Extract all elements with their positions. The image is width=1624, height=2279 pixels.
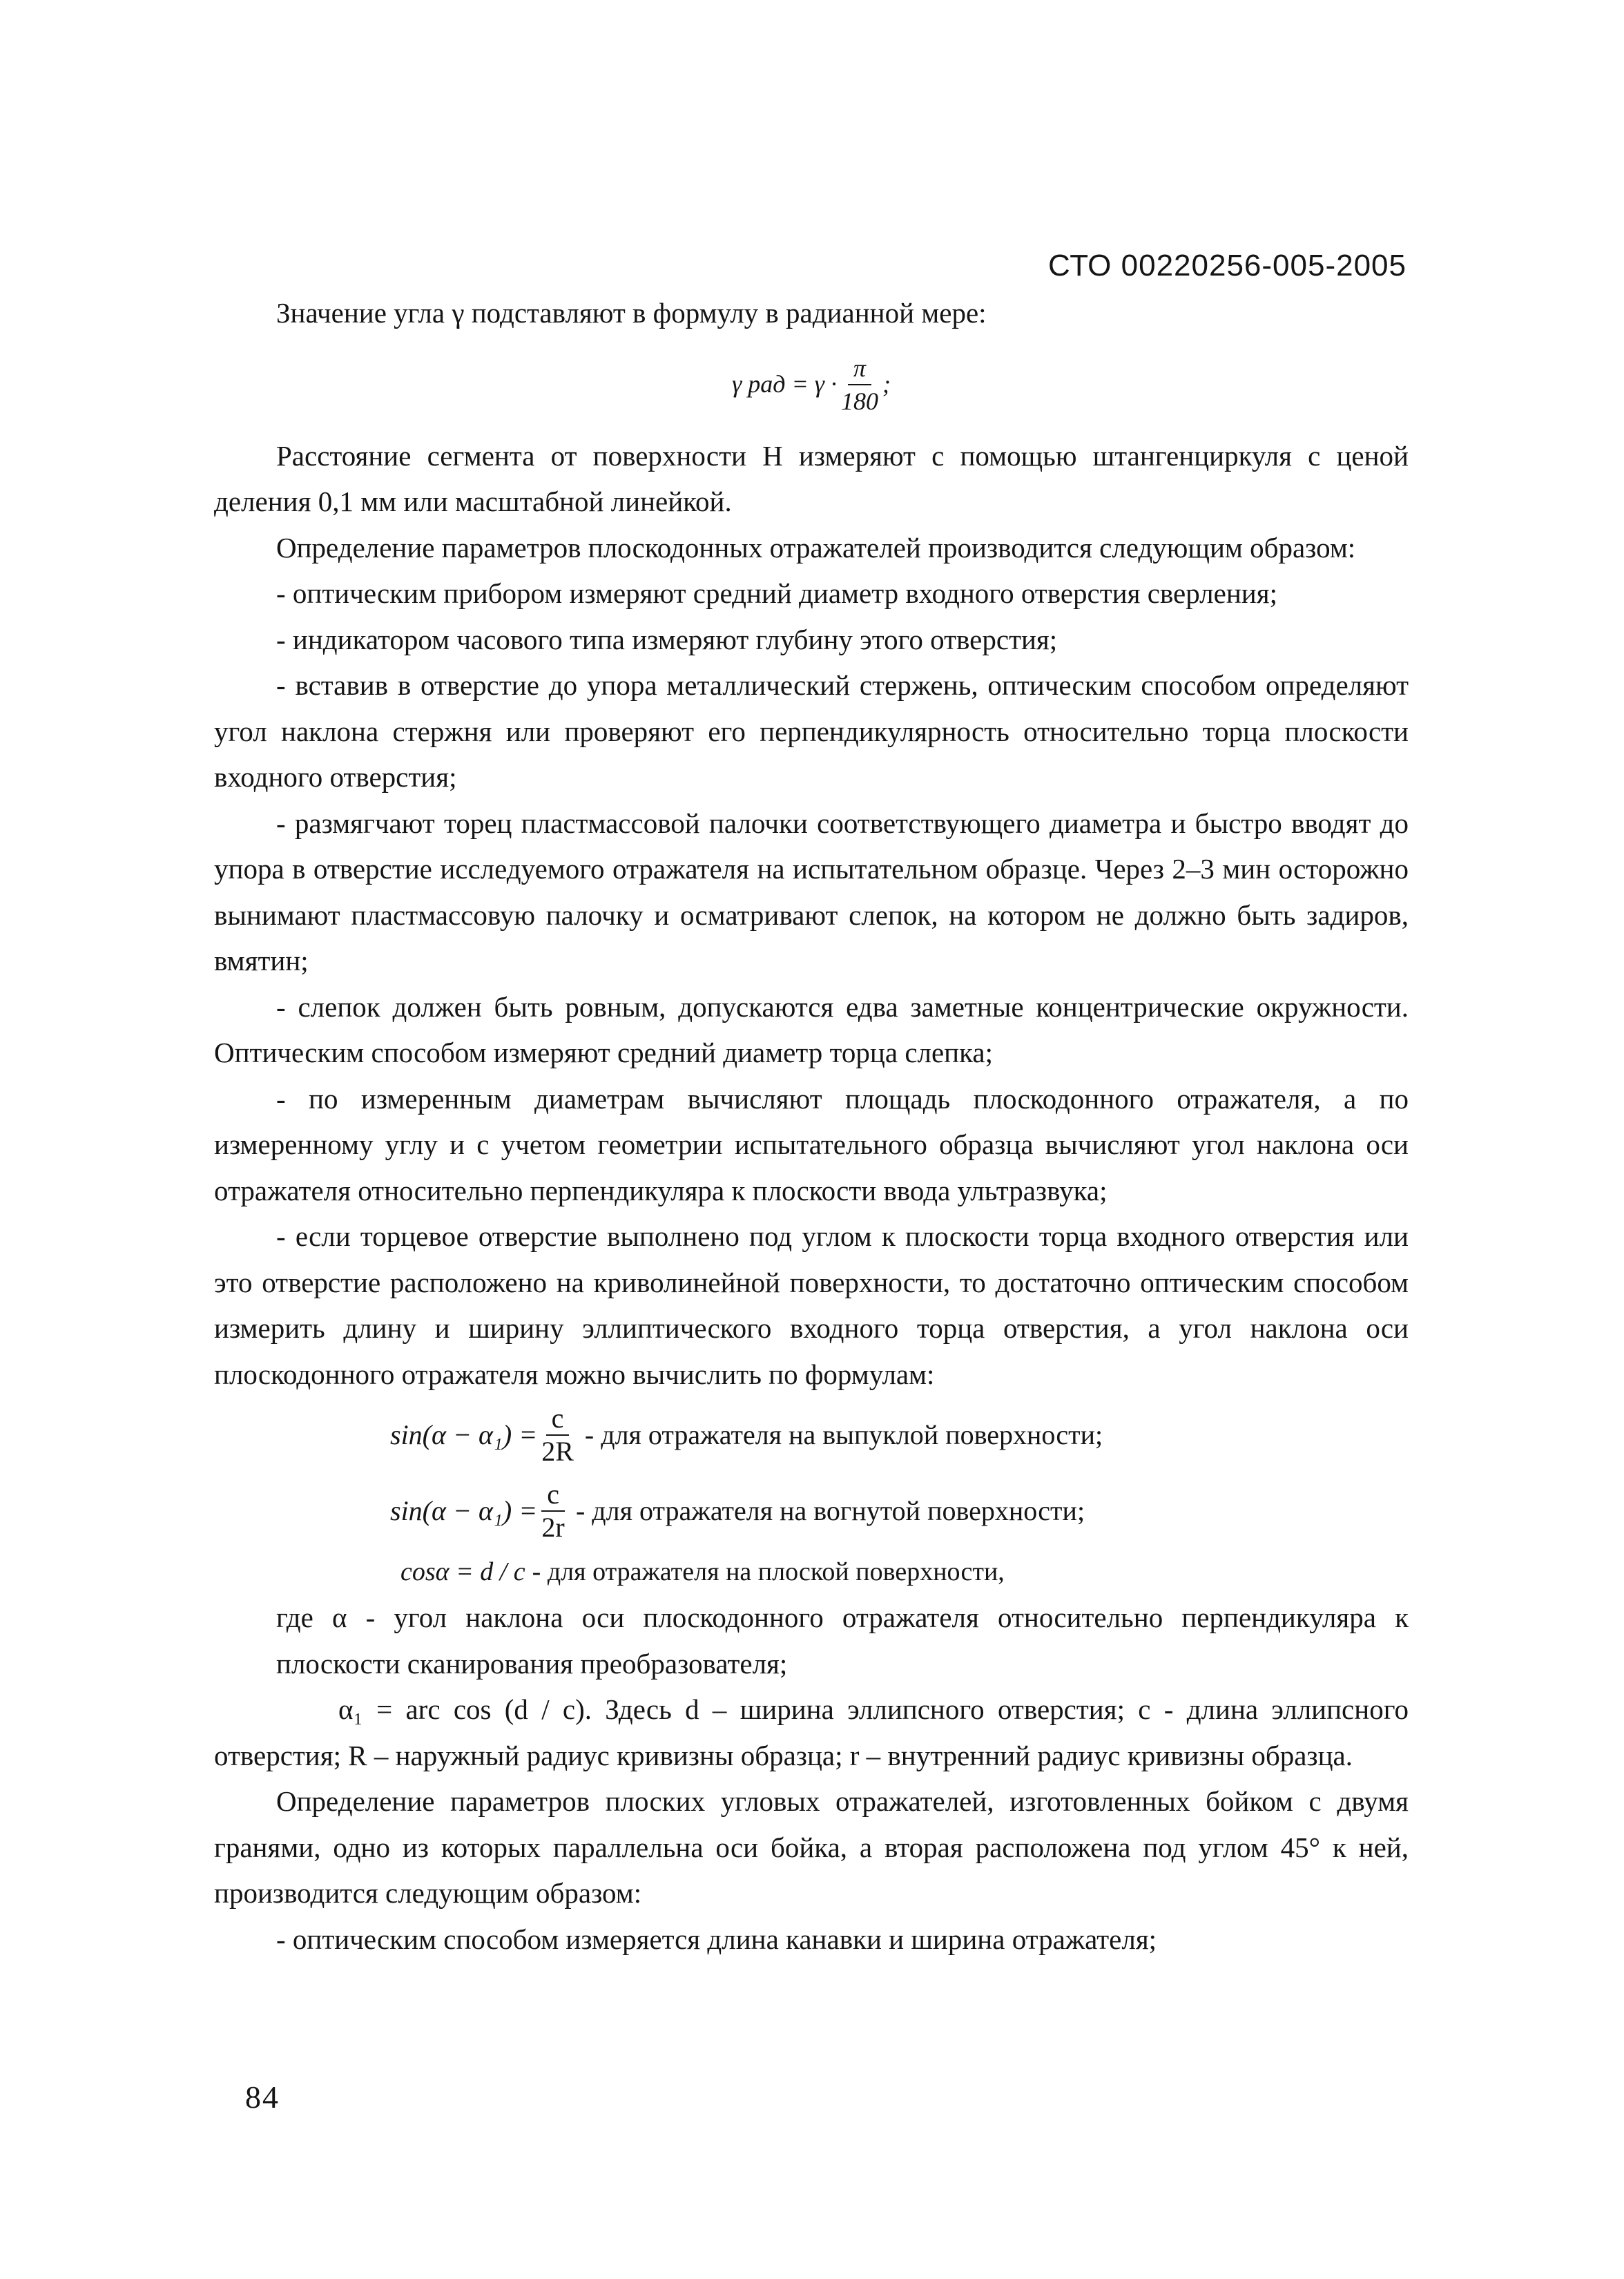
- paragraph-where-alpha: где α - угол наклона оси плоскодонного отражателя относительно перпендикуляра к плоскости сканирования преобразователя;: [276, 1602, 1409, 1680]
- formula-sin-convex-denominator: 2R: [541, 1436, 574, 1467]
- list-item: - слепок должен быть ровным, допускаются едва заметные концентрические окружности. Оптическим способом измеряют средний диаметр торца слепка;: [214, 990, 1409, 1068]
- formula-sin-concave-lhs: sin(α − α₁) =: [390, 1494, 538, 1526]
- document-code: СТО 00220256-005-2005: [1047, 249, 1406, 282]
- list-item: - вставив в отверстие до упора металлический стержень, оптическим способом определяют угол наклона стержня или проверяют его перпендикулярность относительно торца плоскости входного отверстия;: [214, 669, 1409, 793]
- formula-gamma-lhs: γ рад = γ ·: [732, 370, 837, 398]
- list-item: - размягчают торец пластмассовой палочки соответствующего диаметра и быстро вводят до упора в отверстие исследуемого отражателя на испытательном образце. Через 2–3 мин осторожно вынимают пластмассовую палочку и осматривают слепок, на котором не должно быть задиров, вмятин;: [214, 807, 1409, 977]
- formula-gamma-tail: ;: [882, 370, 891, 398]
- formula-sin-concave: [214, 1473, 1409, 1549]
- formula-cos-flat-text: - для отражателя на плоской поверхности,: [532, 1557, 1005, 1586]
- formula-gamma-fraction: [841, 352, 878, 417]
- formula-sin-convex-numerator: c: [546, 1403, 570, 1436]
- formula-sin-concave-text: - для отражателя на вогнутой поверхности;: [575, 1494, 1085, 1526]
- list-item: - индикатором часового типа измеряют глубину этого отверстия;: [276, 623, 1058, 655]
- formula-sin-convex-lhs: sin(α − α₁) =: [390, 1419, 538, 1450]
- list-item: - по измеренным диаметрам вычисляют площадь плоскодонного отражателя, а по измеренному углу и с учетом геометрии испытательного образца вычисляют угол наклона оси отражателя относительно перпендикуляра к плоскости ввода ультразвука;: [214, 1082, 1409, 1206]
- formula-sin-convex-text: - для отражателя на выпуклой поверхности;: [584, 1419, 1103, 1450]
- document-body: [214, 290, 1409, 1962]
- list-item: - оптическим прибором измеряют средний диаметр входного отверстия сверления;: [276, 577, 1277, 609]
- paragraph-segment-distance: Расстояние сегмента от поверхности H измеряют с помощью штангенциркуля с ценой деления 0,1 мм или масштабной линейкой.: [214, 439, 1409, 517]
- formula-sin-convex: [214, 1397, 1409, 1473]
- paragraph-flat-bottom-intro: Определение параметров плоскодонных отражателей производится следующим образом:: [276, 531, 1356, 564]
- formula-sin-concave-denominator: 2r: [541, 1512, 565, 1543]
- formula-sin-concave-numerator: c: [541, 1479, 565, 1512]
- page-number: 84: [245, 2079, 280, 2115]
- formula-cos-flat: [214, 1549, 1409, 1595]
- formula-cos-flat-lhs: cosα = d / c: [400, 1557, 525, 1586]
- paragraph-angle-intro: Значение угла γ подставляют в формулу в радианной мере:: [276, 297, 987, 329]
- paragraph-alpha1-definition: α₁ = arc cos (d / c). Здесь d – ширина эллипсного отверстия; с - длина эллипсного отверстия; R – наружный радиус кривизны образца; r – внутренний радиус кривизны образца.: [214, 1693, 1409, 1771]
- formula-sin-convex-fraction: [541, 1403, 574, 1468]
- list-item: - оптическим способом измеряется длина канавки и ширина отражателя;: [276, 1923, 1157, 1955]
- formula-sin-concave-fraction: [541, 1479, 565, 1544]
- formula-gamma-denominator: 180: [840, 387, 878, 415]
- list-item: - если торцевое отверстие выполнено под углом к плоскости торца входного отверстия или это отверстие расположено на криволинейной поверхности, то достаточно оптическим способом измерить длину и ширину эллиптического входного торца отверстия, а угол наклона оси плоскодонного отражателя можно вычислить по формулам:: [214, 1220, 1409, 1390]
- formula-gamma-radians: [214, 336, 1409, 433]
- formula-gamma-numerator: π: [848, 352, 871, 385]
- paragraph-angle-reflectors-intro: Определение параметров плоских угловых отражателей, изготовленных бойком с двумя гранями, одно из которых параллельна оси бойка, а вторая расположена под углом 45° к ней, производится следующим образом:: [214, 1785, 1409, 1909]
